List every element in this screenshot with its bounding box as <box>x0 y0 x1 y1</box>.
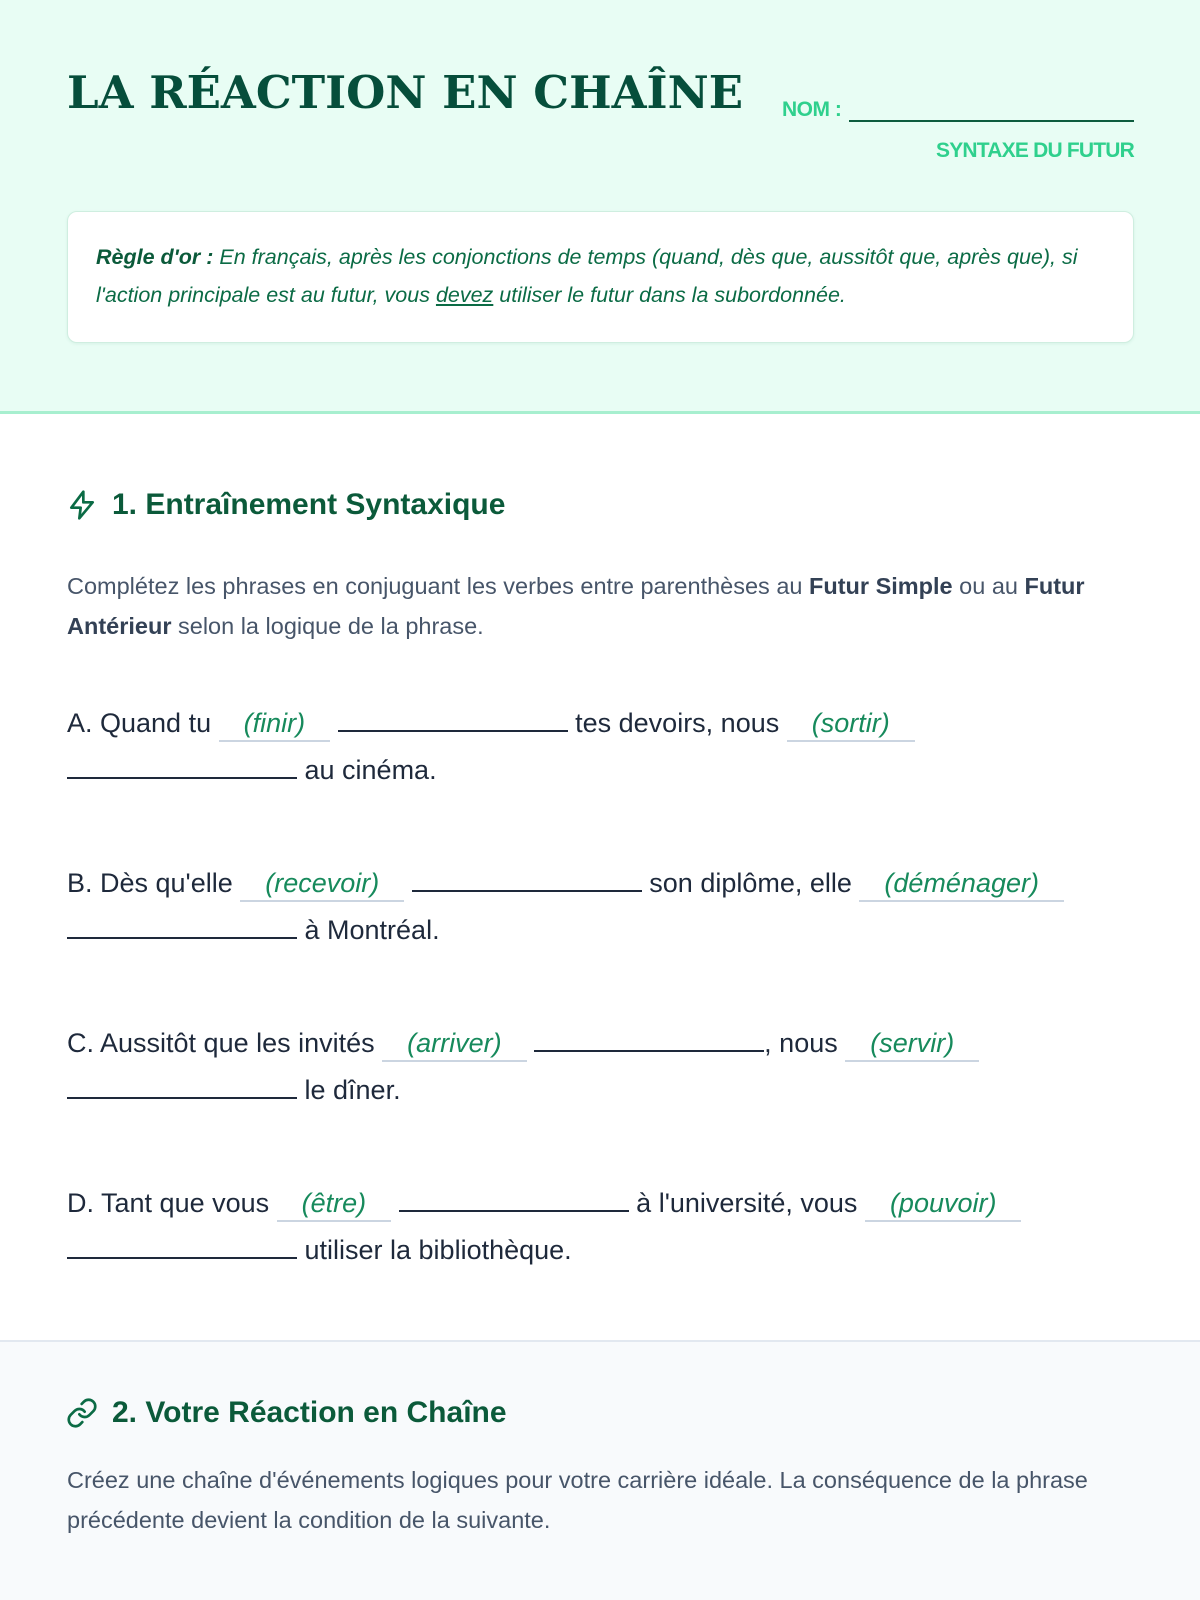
section2-instructions: Créez une chaîne d'événements logiques pour votre carrière idéale. La conséquence de la phrase précédente devient la condition de la suivante. <box>67 1467 1088 1533</box>
rule-text-start: En français, après les conjonctions de temps (quand, dès que, aussitôt que, après que), si l'action principale est au futur, vous <box>96 245 1078 307</box>
verb-hint: (arriver) <box>382 1026 527 1062</box>
instructions-text-2: ou au <box>952 573 1025 599</box>
exercise-text: D. Tant que vous <box>67 1188 277 1218</box>
exercise-text: C. Aussitôt que les invités <box>67 1028 383 1058</box>
exercise-item-a <box>67 700 1147 794</box>
exercise-text: au cinéma. <box>297 755 437 785</box>
answer-blank[interactable] <box>412 872 642 892</box>
answer-blank[interactable] <box>67 1239 297 1259</box>
verb-hint: (être) <box>277 1186 392 1222</box>
verb-hint: (finir) <box>219 706 331 742</box>
answer-blank[interactable] <box>67 759 297 779</box>
worksheet-subtitle: SYNTAXE DU FUTUR <box>936 139 1134 162</box>
instructions-text-3: selon la logique de la phrase. <box>171 613 484 639</box>
section1-title <box>66 488 505 522</box>
exercise-text: , nous <box>764 1028 846 1058</box>
name-input-line[interactable] <box>849 98 1134 122</box>
answer-blank[interactable] <box>67 919 297 939</box>
exercise-text: son diplôme, elle <box>641 868 860 898</box>
worksheet-header <box>0 0 1200 414</box>
section2-title-text: 2. Votre Réaction en Chaîne <box>112 1396 507 1429</box>
verb-hint: (pouvoir) <box>865 1186 1022 1222</box>
exercise-text: A. Quand tu <box>67 708 219 738</box>
exercise-item-c <box>67 1020 1147 1114</box>
exercise-text: utiliser la bibliothèque. <box>297 1235 572 1265</box>
exercise-text: tes devoirs, nous <box>567 708 787 738</box>
section1-instructions <box>67 566 1147 646</box>
instructions-bold-futur-simple: Futur Simple <box>809 573 953 599</box>
name-label: NOM : <box>782 98 842 121</box>
golden-rule-box <box>67 211 1134 343</box>
exercise-item-d <box>67 1180 1147 1274</box>
answer-blank[interactable] <box>67 1079 297 1099</box>
rule-emphasis: devez <box>435 283 494 307</box>
verb-hint: (sortir) <box>787 706 915 742</box>
exercise-text: B. Dès qu'elle <box>67 868 241 898</box>
instructions-text-1: Complétez les phrases en conjuguant les verbes entre parenthèses au <box>67 573 810 599</box>
exercise-text: à l'université, vous <box>628 1188 865 1218</box>
instructions-bold-futur-anterieur: Futur Antérieur <box>67 573 1085 639</box>
exercise-text: à Montréal. <box>297 915 440 945</box>
verb-hint: (recevoir) <box>240 866 404 902</box>
section2-title <box>66 1396 507 1430</box>
verb-hint: (servir) <box>845 1026 979 1062</box>
answer-blank[interactable] <box>534 1032 764 1052</box>
exercise-item-b <box>67 860 1147 954</box>
page-title: LA RÉACTION EN CHAÎNE <box>67 66 744 119</box>
exercise-text: le dîner. <box>297 1075 401 1105</box>
name-field-row <box>782 92 1134 122</box>
rule-label: Règle d'or : <box>96 245 214 269</box>
answer-blank[interactable] <box>338 712 568 732</box>
lightning-icon <box>66 489 98 521</box>
rule-text-end: utiliser le futur dans la subordonnée. <box>493 283 846 307</box>
section2-panel <box>0 1340 1200 1600</box>
section1-title-text: 1. Entraînement Syntaxique <box>112 488 506 521</box>
answer-blank[interactable] <box>399 1192 629 1212</box>
link-icon <box>66 1397 98 1429</box>
verb-hint: (déménager) <box>859 866 1064 902</box>
